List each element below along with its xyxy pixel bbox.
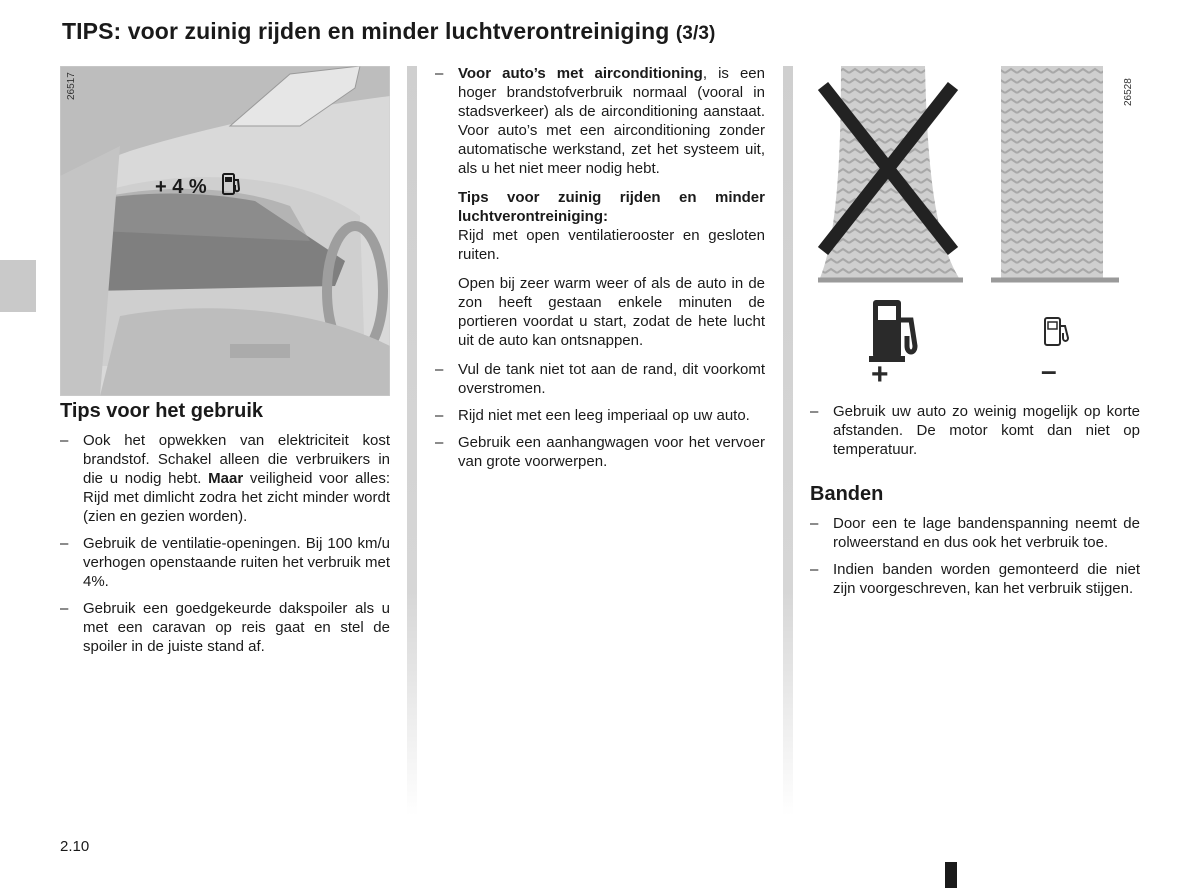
list-item	[435, 64, 765, 178]
hot-weather-paragraph: Open bij zeer warm weer of als de auto in de zon heeft gestaan enkele minuten de portieren voordat u start, zodat de hete lucht uit de auto kan ontsnappen.	[458, 275, 765, 349]
less-consumption-sign: –	[1041, 355, 1057, 386]
list-item	[60, 431, 390, 526]
list-item-text: veiligheid voor alles: Rijd met dimlicht zodra het zicht minder wordt (zien en gezien worden).	[83, 470, 390, 525]
list-item: – Gebruik de ventilatie-openingen. Bij 100 km/u verhogen openstaande ruiten het verbruik met 4%.	[60, 534, 390, 591]
page-edge-marker	[945, 862, 957, 888]
page-number: 2.10	[60, 838, 90, 855]
figure-code-26528: 26528	[1123, 78, 1134, 106]
consumption-increase-label: + 4 %	[155, 176, 207, 198]
list-item: – Gebruik een aanhangwagen voor het vervoer van grote voorwerpen.	[435, 433, 765, 471]
emphasis-text: Maar	[208, 470, 244, 487]
tyres-tips-list	[810, 514, 1140, 598]
car-interior-illustration	[60, 66, 390, 396]
list-item-text: , is een hoger brandstofverbruik normaal (vooral in stadsverkeer) als de airconditioning aanstaat. Voor auto’s met een airconditioning zonder automatische werkstand, zet het systeem uit, als u het niet meer nodig hebt.	[458, 65, 765, 177]
section-heading-tyres: Banden	[810, 483, 884, 505]
list-item: – Gebruik een goedgekeurde dakspoiler als u met een caravan op reis gaat en stel de spoiler in de juiste stand af.	[60, 599, 390, 656]
list-item: – Vul de tank niet tot aan de rand, dit voorkomt overstromen.	[435, 360, 765, 398]
column-divider-left	[407, 66, 417, 816]
short-trips-list	[810, 402, 1140, 459]
usage-tips-list	[60, 431, 390, 656]
tips-heading: Tips voor zuinig rijden en minder luchtverontreiniging:	[458, 189, 765, 225]
fuel-pump-icon	[222, 172, 242, 196]
more-consumption-sign: +	[871, 358, 889, 391]
middle-column	[435, 64, 765, 479]
section-heading-usage: Tips voor het gebruik	[60, 400, 263, 422]
tips-paragraph: Rijd met open ventilatierooster en gesloten ruiten.	[458, 227, 765, 263]
column-divider-right	[783, 66, 793, 816]
figure-code-26517: 26517	[66, 72, 77, 100]
list-item-text: Ook het opwekken van elektriciteit kost brandstof. Schakel alleen die verbruikers in die u nodig hebt.	[83, 432, 390, 487]
list-item: – Gebruik uw auto zo weinig mogelijk op korte afstanden. De motor komt dan niet op temperatuur.	[810, 402, 1140, 459]
tyres-comparison-illustration	[813, 66, 1143, 396]
tyres-drawing	[813, 66, 1143, 396]
list-item: – Rijd niet met een leeg imperiaal op uw auto.	[435, 406, 765, 425]
aircon-heading: Voor auto’s met airconditioning	[458, 65, 703, 82]
page-title-suffix: (3/3)	[675, 23, 716, 44]
page-title	[62, 18, 715, 45]
chapter-tab-marker	[0, 260, 36, 312]
right-column	[810, 402, 1140, 606]
list-item: – Indien banden worden gemonteerd die niet zijn voorgeschreven, kan het verbruik stijgen.	[810, 560, 1140, 598]
tips-block	[435, 188, 765, 350]
driving-tips-list	[435, 360, 765, 471]
left-column	[60, 402, 390, 664]
page-title-text: TIPS: voor zuinig rijden en minder luchtverontreiniging	[62, 18, 670, 44]
aircon-list	[435, 64, 765, 178]
car-interior-drawing	[60, 66, 390, 396]
fuel-pump-outline-icon	[1043, 316, 1075, 348]
list-item: – Door een te lage bandenspanning neemt de rolweerstand en dus ook het verbruik toe.	[810, 514, 1140, 552]
